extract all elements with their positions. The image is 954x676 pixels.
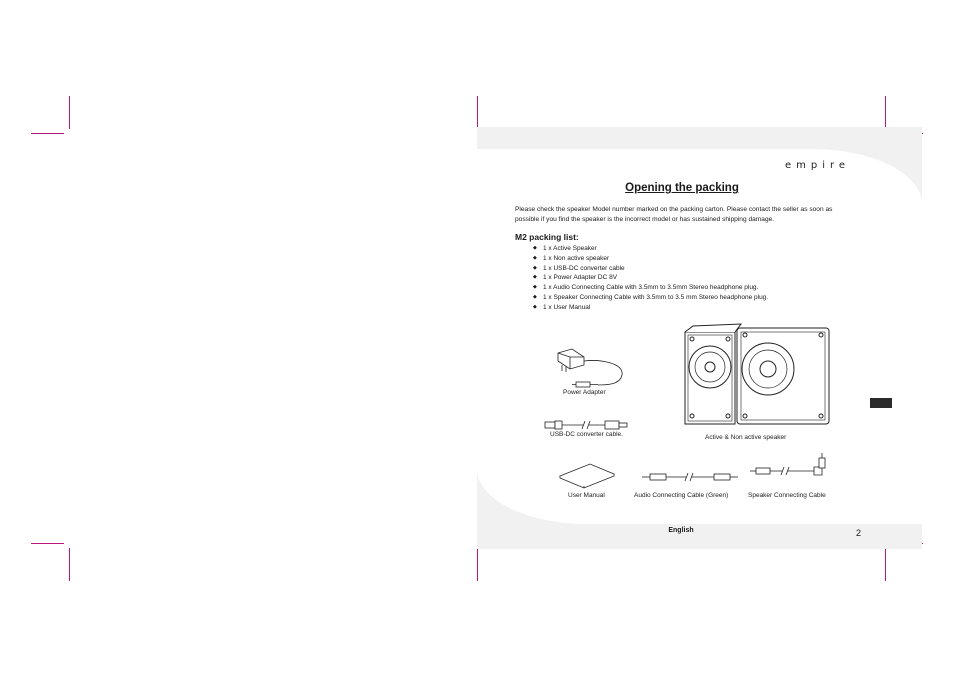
power-adapter-label: Power Adapter xyxy=(563,389,606,396)
section-tab-marker xyxy=(870,398,892,408)
list-item: ◆ 1 x User Manual xyxy=(533,303,591,311)
bullet-icon: ◆ xyxy=(533,293,537,300)
bullet-icon: ◆ xyxy=(533,264,537,271)
list-item: ◆ 1 x Audio Connecting Cable with 3.5mm to 3.5mm Stereo headphone plug. xyxy=(533,284,759,292)
list-item: ◆ 1 x Power Adapter DC 8V xyxy=(533,274,618,282)
crop-mark xyxy=(477,96,478,129)
list-item: ◆ 1 x USB-DC converter cable xyxy=(533,264,625,272)
page-number: 2 xyxy=(856,528,862,538)
speakers-label: Active & Non active speaker xyxy=(705,434,787,441)
footer-language: English xyxy=(668,527,694,534)
audio-cable-illustration xyxy=(640,471,740,483)
bullet-icon: ◆ xyxy=(533,274,537,281)
crop-mark xyxy=(885,96,886,129)
user-manual-label: User Manual xyxy=(568,492,605,499)
crop-mark xyxy=(69,548,70,581)
user-manual-illustration xyxy=(558,462,618,488)
crop-mark xyxy=(31,133,64,134)
bullet-icon: ◆ xyxy=(533,303,537,310)
speakers-illustration xyxy=(683,322,833,427)
audio-cable-label: Audio Connecting Cable (Green) xyxy=(634,492,729,499)
power-adapter-illustration xyxy=(550,345,630,390)
bullet-icon: ◆ xyxy=(533,284,537,291)
crop-mark xyxy=(69,96,70,129)
packing-list-title: M2 packing list: xyxy=(515,232,579,242)
speaker-cable-illustration xyxy=(748,452,834,478)
list-item: ◆ 1 x Speaker Connecting Cable with 3.5mm to 3.5 mm Stereo headphone plug. xyxy=(533,293,769,301)
bullet-icon: ◆ xyxy=(533,254,537,261)
usb-cable-label: USB-DC converter cable. xyxy=(550,431,623,438)
list-item: ◆ 1 x Non active speaker xyxy=(533,254,610,262)
speaker-cable-label: Speaker Connecting Cable xyxy=(748,492,826,499)
brand-logo: empire xyxy=(785,160,851,171)
crop-mark xyxy=(31,543,64,544)
packing-list xyxy=(533,244,768,313)
intro-paragraph: Please check the speaker Model number marked on the packing carton. Please contact the seller as soon as possible if you find the speaker is the incorrect model or has sustained shipping damage. xyxy=(515,206,833,223)
crop-mark xyxy=(885,548,886,581)
list-item: ◆ 1 x Active Speaker xyxy=(533,245,597,252)
usb-cable-illustration xyxy=(543,418,633,432)
crop-mark xyxy=(477,548,478,581)
page-title: Opening the packing xyxy=(625,182,739,194)
bullet-icon: ◆ xyxy=(533,245,537,251)
